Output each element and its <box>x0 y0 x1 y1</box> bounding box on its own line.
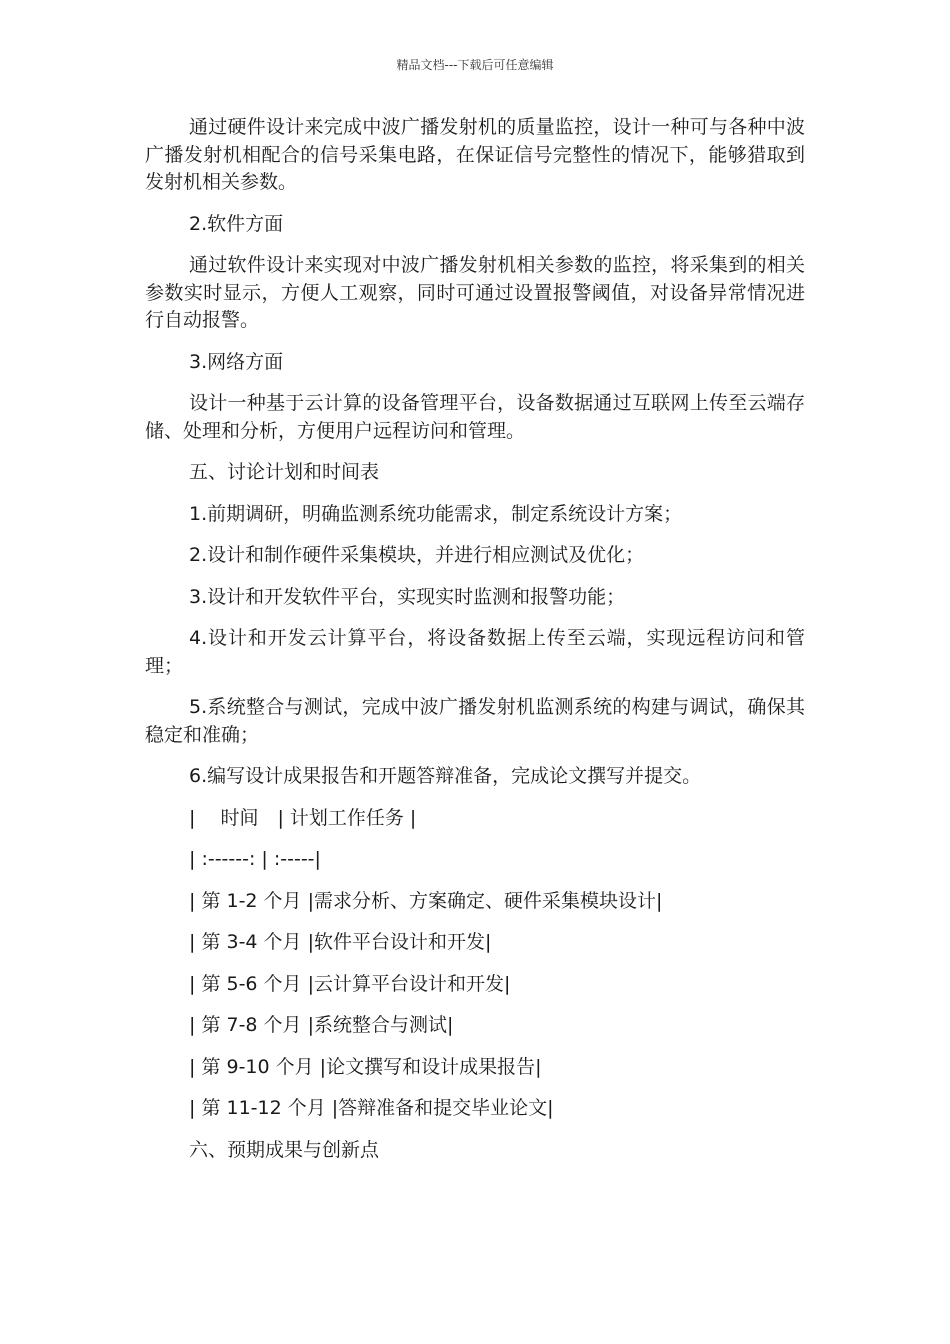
schedule-row: | 第 1-2 个月 |需求分析、方案确定、硬件采集模块设计| <box>189 889 663 912</box>
plan-item-3: 3.设计和开发软件平台，实现实时监测和报警功能； <box>189 585 626 608</box>
section-heading-schedule: 五、讨论计划和时间表 <box>189 461 380 483</box>
schedule-row: | 第 3-4 个月 |软件平台设计和开发| <box>189 931 492 953</box>
schedule-row: | 第 9-10 个月 |论文撰写和设计成果报告| <box>189 1055 542 1078</box>
paragraph-network-design: 设计一种基于云计算的设备管理平台，设备数据通过互联网上传至云端存储、处理和分析，方便用户远程访问和管理。 <box>145 392 805 442</box>
plan-item-5: 5.系统整合与测试，完成中波广播发射机监测系统的构建与调试，确保其稳定和准确； <box>145 696 805 746</box>
paragraph-software-design: 通过软件设计来实现对中波广播发射机相关参数的监控，将采集到的相关参数实时显示，方便人工观察，同时可通过设置报警阈值，对设备异常情况进行自动报警。 <box>145 254 805 331</box>
section-heading-outcomes: 六、预期成果与创新点 <box>189 1138 380 1161</box>
document-body <box>145 114 805 1178</box>
schedule-row: | 第 7-8 个月 |系统整合与测试| <box>189 1014 454 1036</box>
paragraph-hardware-design: 通过硬件设计来完成中波广播发射机的质量监控，设计一种可与各种中波广播发射机相配合的信号采集电路，在保证信号完整性的情况下，能够猎取到发射机相关参数。 <box>145 116 805 193</box>
schedule-row: | 第 5-6 个月 |云计算平台设计和开发| <box>189 972 511 995</box>
heading-software: 2.软件方面 <box>189 212 284 235</box>
page-header: 精品文档---下载后可任意编辑 <box>396 58 554 72</box>
plan-item-2: 2.设计和制作硬件采集模块，并进行相应测试及优化； <box>189 544 645 566</box>
schedule-table-header: | 时间 | 计划工作任务 | <box>189 806 417 829</box>
schedule-row: | 第 11-12 个月 |答辩准备和提交毕业论文| <box>189 1097 554 1119</box>
heading-network: 3.网络方面 <box>189 350 284 373</box>
plan-item-1: 1.前期调研，明确监测系统功能需求，制定系统设计方案； <box>189 502 683 525</box>
plan-item-4: 4.设计和开发云计算平台，将设备数据上传至云端，实现远程访问和管理； <box>145 627 805 677</box>
schedule-table-separator: | :------: | :-----| <box>189 848 321 870</box>
plan-item-6: 6.编写设计成果报告和开题答辩准备，完成论文撰写并提交。 <box>189 765 702 787</box>
